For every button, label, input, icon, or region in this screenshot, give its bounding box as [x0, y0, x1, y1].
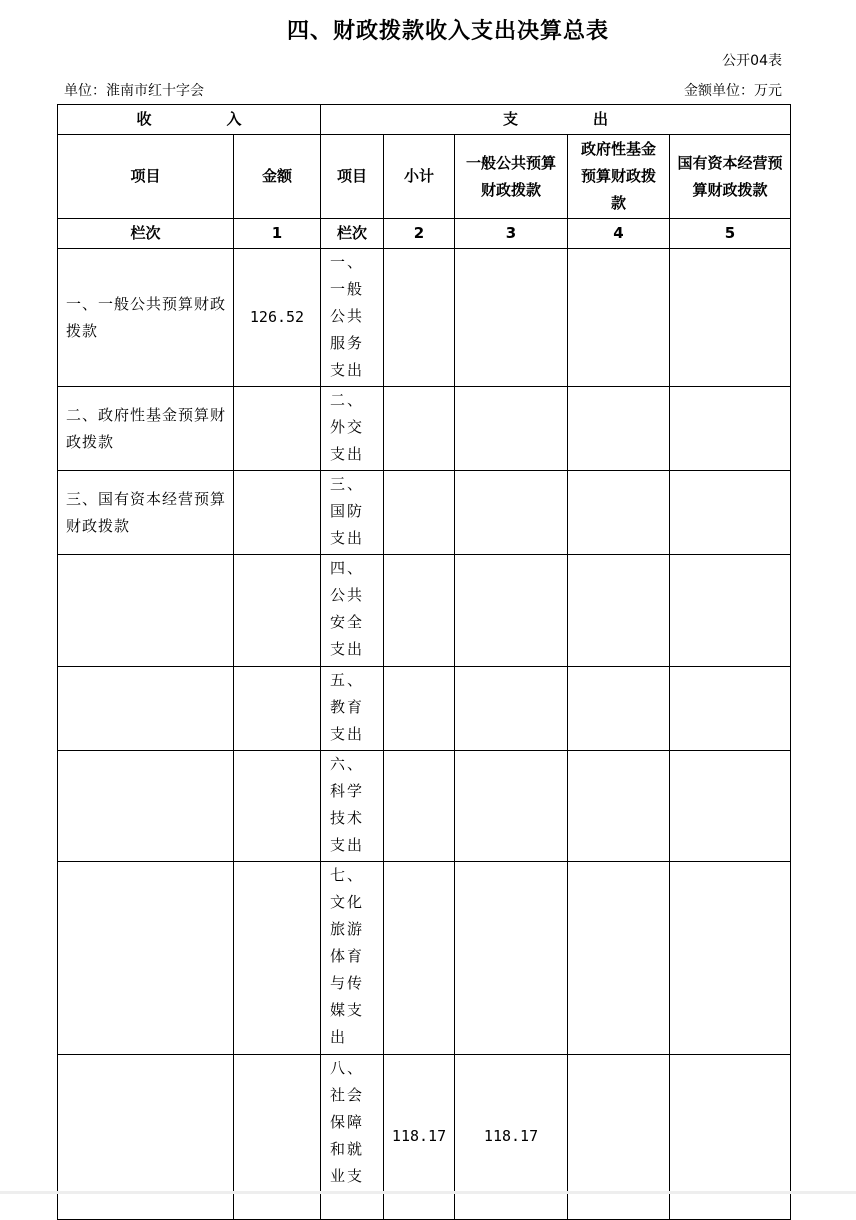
- expense-item: 一、一般公共服务支出: [321, 249, 384, 387]
- expense-item: 三、国防支出: [321, 471, 384, 555]
- income-amount: [234, 555, 321, 667]
- col-gov-fund: 政府性基金预算财政拨款: [568, 135, 670, 219]
- state-capital: [670, 249, 791, 387]
- gov-fund: [568, 249, 670, 387]
- expense-group-header: 支 出: [321, 105, 791, 135]
- income-item: [58, 751, 234, 862]
- table-row: [58, 751, 791, 862]
- subtotal: [384, 862, 455, 1055]
- col-expense-item: 项目: [321, 135, 384, 219]
- subtotal: [384, 667, 455, 751]
- table-row: [58, 555, 791, 667]
- income-amount: [234, 1055, 321, 1220]
- income-item: [58, 1055, 234, 1220]
- state-capital: [670, 555, 791, 667]
- income-amount: [234, 471, 321, 555]
- income-amount: 126.52: [234, 249, 321, 387]
- group-header-row: [58, 105, 791, 135]
- table-row: [58, 387, 791, 471]
- table-row: [58, 471, 791, 555]
- index-expense-item: 栏次: [321, 219, 384, 249]
- col-state-capital: 国有资本经营预算财政拨款: [670, 135, 791, 219]
- subtotal: [384, 555, 455, 667]
- subtotal: [384, 387, 455, 471]
- table-row: [58, 249, 791, 387]
- fiscal-appropriation-table: [57, 104, 791, 1220]
- income-amount: [234, 862, 321, 1055]
- index-general-budget: 3: [455, 219, 568, 249]
- expense-item: 七、文化旅游体育与传媒支出: [321, 862, 384, 1055]
- gov-fund: [568, 555, 670, 667]
- state-capital: [670, 751, 791, 862]
- income-amount: [234, 387, 321, 471]
- general-budget: [455, 862, 568, 1055]
- general-budget: [455, 667, 568, 751]
- subtotal: 118.17: [384, 1055, 455, 1220]
- column-header-row: [58, 135, 791, 219]
- income-item: 三、国有资本经营预算财政拨款: [58, 471, 234, 555]
- table-row: [58, 862, 791, 1055]
- state-capital: [670, 387, 791, 471]
- expense-item: 六、科学技术支出: [321, 751, 384, 862]
- form-number: 公开04表: [722, 53, 782, 69]
- reporting-unit: 单位：淮南市红十字会: [64, 83, 204, 99]
- state-capital: [670, 667, 791, 751]
- income-item: 二、政府性基金预算财政拨款: [58, 387, 234, 471]
- gov-fund: [568, 387, 670, 471]
- income-item: [58, 667, 234, 751]
- col-subtotal: 小计: [384, 135, 455, 219]
- expense-item: 二、外交支出: [321, 387, 384, 471]
- subtotal: [384, 751, 455, 862]
- page-title: 四、财政拨款收入支出决算总表: [286, 19, 609, 44]
- table-row: [58, 1055, 791, 1220]
- state-capital: [670, 471, 791, 555]
- subtotal: [384, 471, 455, 555]
- table-row: [58, 667, 791, 751]
- general-budget: [455, 555, 568, 667]
- index-gov-fund: 4: [568, 219, 670, 249]
- expense-item: 八、社会保障和就业支: [321, 1055, 384, 1220]
- income-item: 一、一般公共预算财政拨款: [58, 249, 234, 387]
- income-group-header: 收 入: [58, 105, 321, 135]
- general-budget: [455, 249, 568, 387]
- col-income-amount: 金额: [234, 135, 321, 219]
- index-income-item: 栏次: [58, 219, 234, 249]
- income-amount: [234, 751, 321, 862]
- expense-item: 五、教育支出: [321, 667, 384, 751]
- gov-fund: [568, 862, 670, 1055]
- income-amount: [234, 667, 321, 751]
- col-general-budget: 一般公共预算财政拨款: [455, 135, 568, 219]
- col-income-item: 项目: [58, 135, 234, 219]
- income-item: [58, 555, 234, 667]
- state-capital: [670, 862, 791, 1055]
- general-budget: [455, 387, 568, 471]
- gov-fund: [568, 1055, 670, 1220]
- subtotal: [384, 249, 455, 387]
- index-state-capital: 5: [670, 219, 791, 249]
- general-budget: [455, 471, 568, 555]
- general-budget: [455, 751, 568, 862]
- gov-fund: [568, 751, 670, 862]
- expense-item: 四、公共安全支出: [321, 555, 384, 667]
- index-row: [58, 219, 791, 249]
- gov-fund: [568, 471, 670, 555]
- general-budget: 118.17: [455, 1055, 568, 1220]
- state-capital: [670, 1055, 791, 1220]
- index-income-amount: 1: [234, 219, 321, 249]
- amount-unit: 金额单位：万元: [684, 83, 782, 99]
- index-subtotal: 2: [384, 219, 455, 249]
- gov-fund: [568, 667, 670, 751]
- income-item: [58, 862, 234, 1055]
